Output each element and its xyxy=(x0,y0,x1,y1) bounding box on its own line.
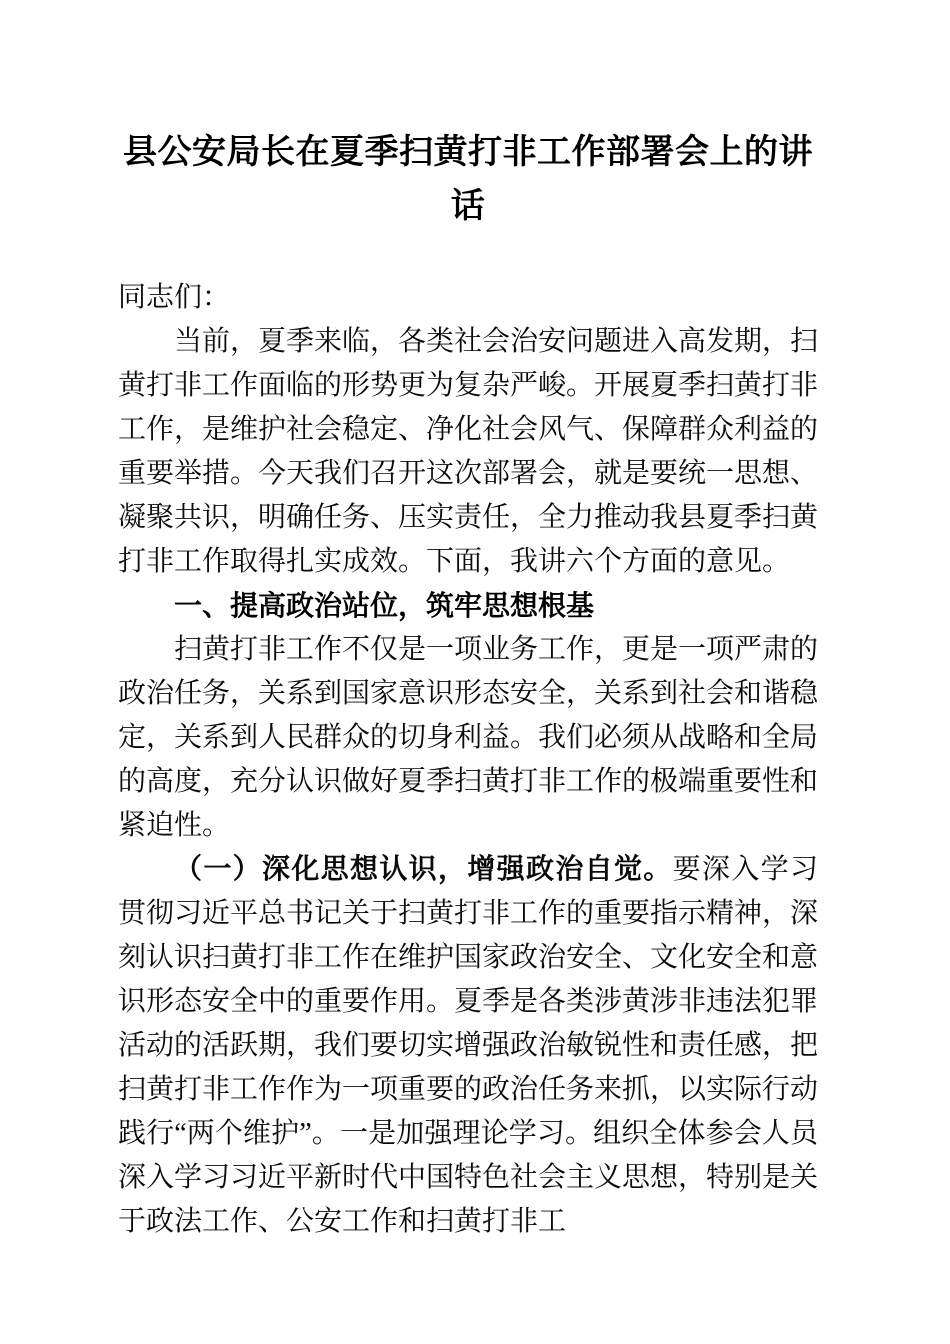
paragraph-subsection-1 xyxy=(118,848,818,1244)
document-title: 县公安局长在夏季扫黄打非工作部署会上的讲话 xyxy=(123,134,813,225)
section-1-heading: 一、提高政治站位，筑牢思想根基 xyxy=(174,590,595,621)
subsection-1-lead: （一）深化思想认识，增强政治自觉。 xyxy=(174,854,673,885)
document-body xyxy=(118,276,818,1244)
paragraph-opening: 当前，夏季来临，各类社会治安问题进入高发期，扫黄打非工作面临的形势更为复杂严峻。开展夏季扫黄打非工作，是维护社会稳定、净化社会风气、保障群众利益的重要举措。今天我们召开这次部署会，就是要统一思想、凝聚共识，明确任务、压实责任，全力推动我县夏季扫黄打非工作取得扎实成效。下面，我讲六个方面的意见。 xyxy=(118,326,819,577)
subsection-1-body: 要深入学习贯彻习近平总书记关于扫黄打非工作的重要指示精神，深刻认识扫黄打非工作在维护国家政治安全、文化安全和意识形态安全中的重要作用。夏季是各类涉黄涉非违法犯罪活动的活跃期，我们要切实增强政治敏锐性和责任感，把扫黄打非工作作为一项重要的政治任务来抓，以实际行动践行“两个维护”。一是加强理论学习。组织全体参会人员深入学习习近平新时代中国特色社会主义思想，特别是关于政法工作、公安工作和扫黄打非工 xyxy=(118,854,819,1237)
salutation: 同志们： xyxy=(118,282,231,313)
paragraph-section1-intro: 扫黄打非工作不仅是一项业务工作，更是一项严肃的政治任务，关系到国家意识形态安全，关系到社会和谐稳定，关系到人民群众的切身利益。我们必须从战略和全局的高度，充分认识做好夏季扫黄打非工作的极端重要性和紧迫性。 xyxy=(118,634,819,841)
